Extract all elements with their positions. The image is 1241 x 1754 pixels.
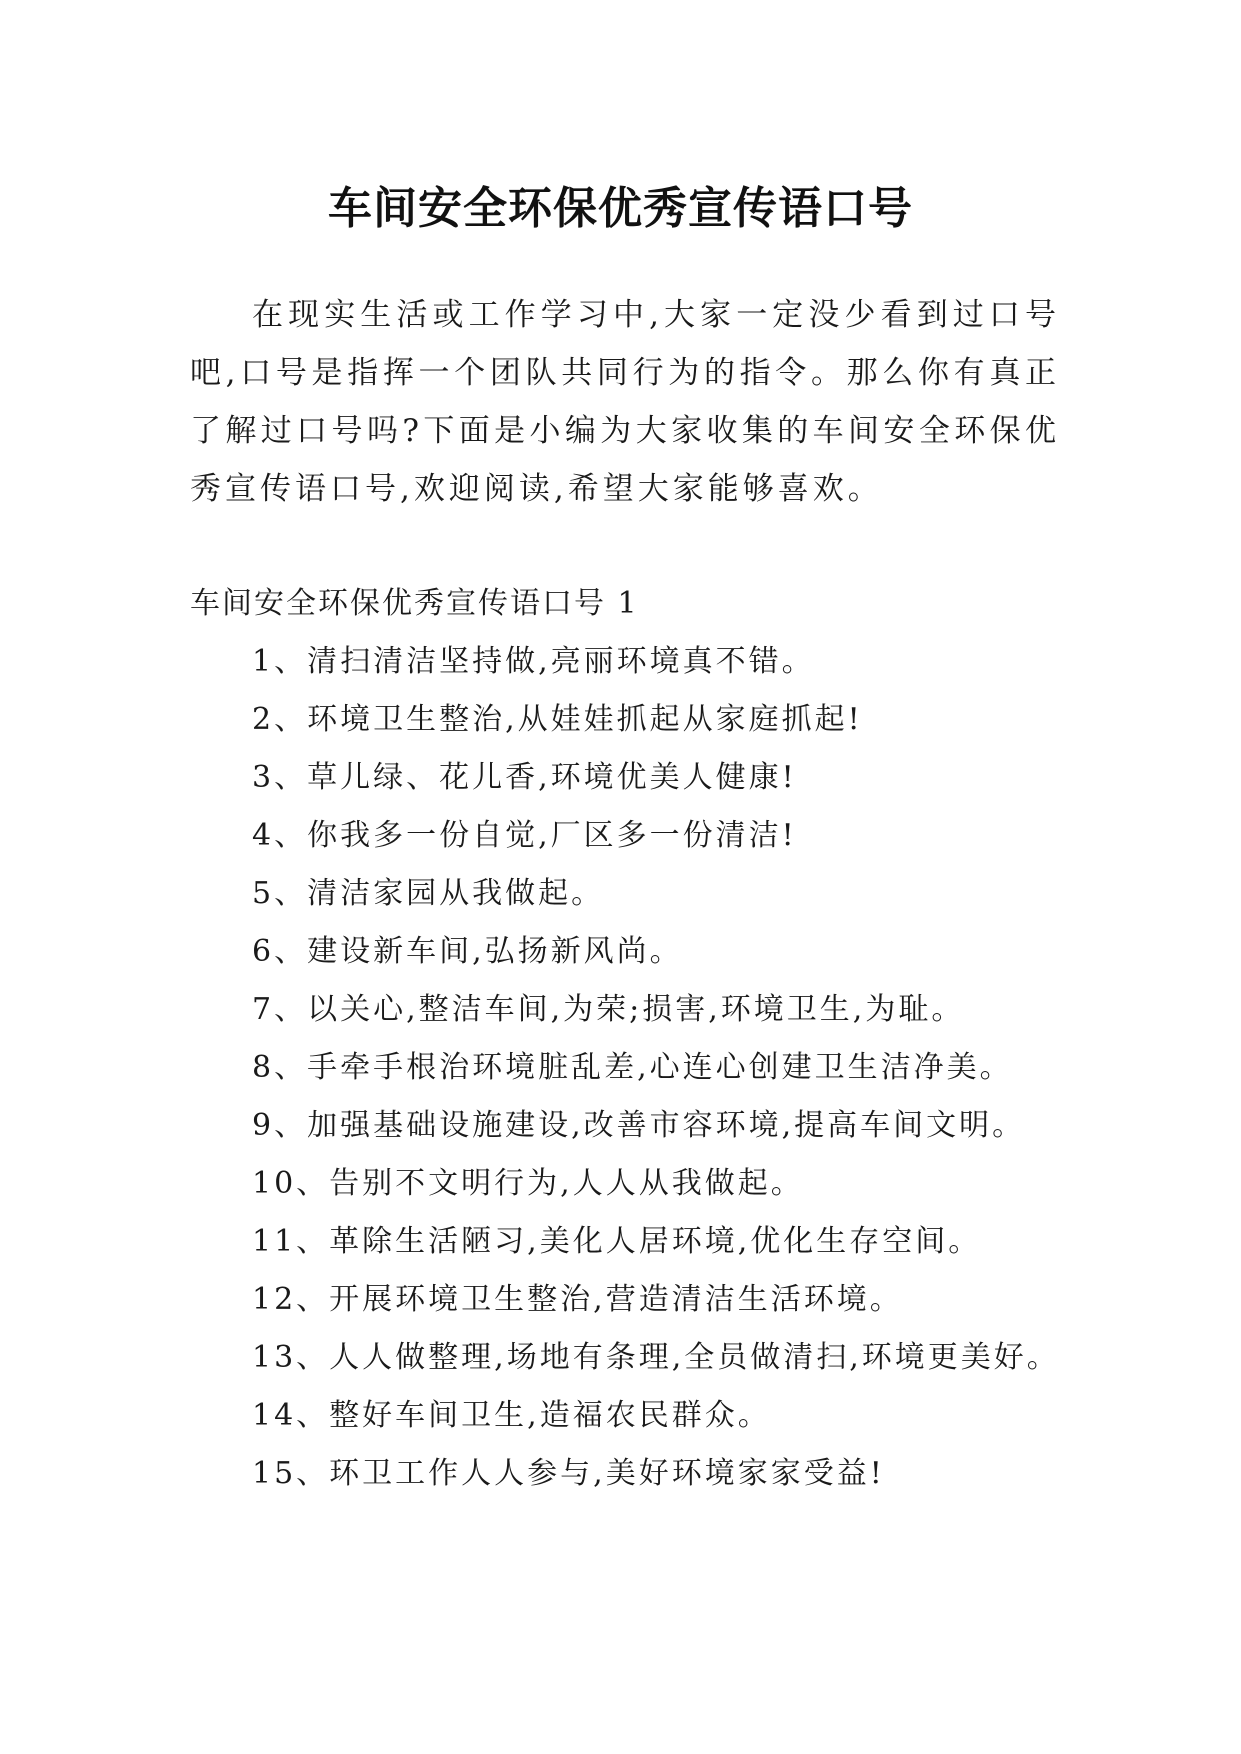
list-item: 6、建设新车间,弘扬新风尚。	[252, 934, 683, 969]
list-item: 9、加强基础设施建设,改善市容环境,提高车间文明。	[252, 1108, 1026, 1143]
list-item: 11、革除生活陋习,美化人居环境,优化生存空间。	[252, 1224, 982, 1259]
list-item: 14、整好车间卫生,造福农民群众。	[252, 1398, 771, 1433]
list-item: 4、你我多一份自觉,厂区多一份清洁!	[252, 818, 797, 853]
list-item: 7、以关心,整洁车间,为荣;损害,环境卫生,为耻。	[252, 992, 965, 1027]
section-heading: 车间安全环保优秀宣传语口号 1	[190, 586, 639, 621]
list-item: 12、开展环境卫生整治,营造清洁生活环境。	[252, 1282, 903, 1317]
list-item: 13、人人做整理,场地有条理,全员做清扫,环境更美好。	[252, 1340, 1060, 1375]
list-item: 3、草儿绿、花儿香,环境优美人健康!	[252, 760, 797, 795]
intro-paragraph: 在现实生活或工作学习中,大家一定没少看到过口号吧,口号是指挥一个团队共同行为的指令。那么你有真正了解过口号吗?下面是小编为大家收集的车间安全环保优秀宣传语口号,欢迎阅读,希望大家能够喜欢。	[190, 297, 1060, 507]
document-title: 车间安全环保优秀宣传语口号	[328, 183, 913, 235]
list-item: 8、手牵手根治环境脏乱差,心连心创建卫生洁净美。	[252, 1050, 1013, 1085]
slogan-list	[190, 633, 1060, 1503]
list-item: 10、告别不文明行为,人人从我做起。	[252, 1166, 804, 1201]
list-item: 2、环境卫生整治,从娃娃抓起从家庭抓起!	[252, 702, 863, 737]
list-item: 1、清扫清洁坚持做,亮丽环境真不错。	[252, 644, 815, 679]
list-item: 15、环卫工作人人参与,美好环境家家受益!	[252, 1456, 885, 1491]
list-item: 5、清洁家园从我做起。	[252, 876, 605, 911]
